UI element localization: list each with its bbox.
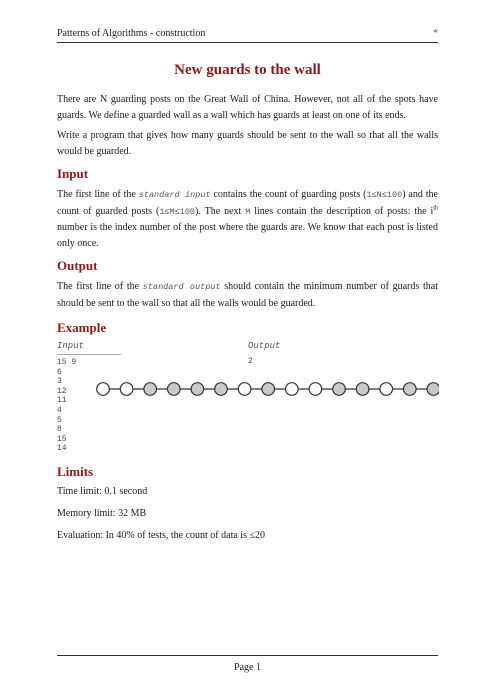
evaluation-note: Evaluation: In 40% of tests, the count of data is ≤20 <box>57 530 265 541</box>
output-text-1: The first line of the <box>57 281 143 292</box>
example-input-line: 5 <box>57 415 62 425</box>
running-header <box>57 28 438 43</box>
input-sup-th: th <box>433 205 438 212</box>
example-input-line: 15 9 <box>57 358 77 367</box>
example-output-line: 2 <box>248 357 253 366</box>
example-output-label: Output <box>248 341 281 351</box>
example-input-line: 15 <box>57 434 67 444</box>
header-mark: * <box>433 28 438 39</box>
guard-post <box>286 383 299 396</box>
example-input-lines <box>57 358 127 454</box>
input-heading: Input <box>57 166 89 181</box>
guard-post <box>120 383 133 396</box>
guard-post <box>238 383 251 396</box>
input-code-m: M <box>245 206 251 217</box>
guard-post <box>380 383 393 396</box>
limits-heading: Limits <box>57 464 94 479</box>
guard-post <box>309 383 322 396</box>
guard-post <box>262 383 275 396</box>
input-text-6: number is the index number of the post where the guards are. We know that each post is listed only once. <box>57 222 438 249</box>
output-paragraph <box>57 279 438 311</box>
guard-post <box>427 383 439 396</box>
guard-post <box>191 383 204 396</box>
wall-diagram <box>94 377 439 401</box>
example-input-line: 4 <box>57 405 62 415</box>
input-code-m-range: 1≤M≤100 <box>159 206 196 217</box>
guard-post <box>215 383 228 396</box>
limits-block <box>57 481 438 547</box>
guard-post <box>168 383 181 396</box>
memory-limit: Memory limit: 32 MB <box>57 508 147 519</box>
time-limit: Time limit: 0.1 second <box>57 486 148 497</box>
example-output-column <box>248 341 318 367</box>
intro-paragraph-1: There are N guarding posts on the Great Wall of China. However, not all of the spots have guards. We define a guarded wall as a wall which has guards at least on one of its ends. <box>57 94 438 121</box>
intro-paragraph-2: Write a program that gives how many guards should be sent to the wall so that all the walls would be guarded. <box>57 130 438 157</box>
input-text-5: lines contain the description of posts: the i <box>250 205 434 217</box>
output-heading: Output <box>57 258 98 273</box>
output-code-standard-output: standard output <box>142 282 221 292</box>
example-input-line: 8 <box>57 425 62 435</box>
guard-post <box>144 383 157 396</box>
example-output-lines <box>248 357 318 367</box>
page-title: New guards to the wall <box>174 62 321 78</box>
input-text-4: ). The next <box>195 205 246 217</box>
input-text-1: The first line of the <box>57 189 139 200</box>
guard-post <box>333 383 346 396</box>
guard-post <box>356 383 369 396</box>
example-input-line: 12 <box>57 386 67 396</box>
output-text-2: should contain the minimum number of guards that should be sent to the wall so that all the walls would be guarded. <box>57 281 438 309</box>
input-code-standard-input: standard input <box>138 190 211 200</box>
footer-rule <box>57 655 438 656</box>
input-text-2: contains the count of guarding posts ( <box>210 189 367 200</box>
example-input-label: Input <box>57 341 121 355</box>
guard-post <box>97 383 110 396</box>
guard-post <box>404 383 417 396</box>
input-paragraph <box>57 187 438 251</box>
input-text-3: ) and the count of guarded posts ( <box>57 189 438 217</box>
input-code-n-range: 1≤N≤100 <box>366 190 403 200</box>
example-block <box>57 341 438 459</box>
header-title: Patterns of Algorithms - construction <box>57 28 206 39</box>
page-number: Page 1 <box>234 662 261 673</box>
example-input-line: 6 <box>57 367 62 377</box>
example-heading: Example <box>57 320 107 335</box>
main-content <box>57 60 438 547</box>
example-input-line: 14 <box>57 444 67 454</box>
example-input-line: 11 <box>57 396 67 406</box>
example-input-line: 3 <box>57 377 62 387</box>
